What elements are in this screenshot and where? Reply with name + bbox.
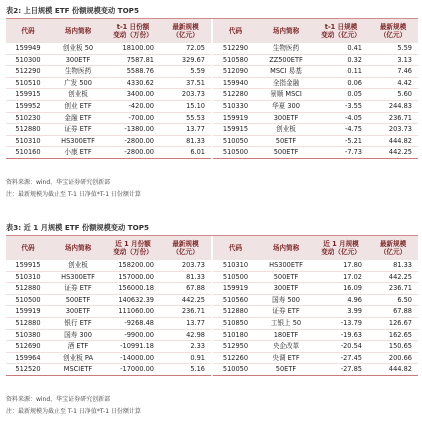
- table-row: [6, 294, 418, 306]
- table1-right-cell: 0.41: [314, 43, 368, 54]
- table1-right-cell: 5.60: [368, 89, 418, 101]
- table2-header-right-2: 近 1 月规模 变动（亿元）: [314, 236, 368, 260]
- table1-right-cell: -5.21: [314, 135, 368, 147]
- table1-header-left-1: 场内简称: [50, 19, 106, 43]
- table2-right-cell: 央企改革: [258, 341, 314, 353]
- table2-left-cell: 203.73: [160, 260, 212, 271]
- table1-right-cell: 华夏 300: [258, 100, 314, 112]
- table1-left-cell: -700.00: [106, 112, 160, 124]
- table1-left-cell: 创业板: [50, 89, 106, 101]
- table2-right-cell: 512880: [212, 306, 258, 318]
- table2-left-cell: 2.33: [160, 341, 212, 353]
- table-row: [6, 341, 418, 353]
- table1-right-cell: 442.25: [368, 147, 418, 159]
- table2-left-cell: 159964: [6, 352, 50, 364]
- table1-right-cell: 0.05: [314, 89, 368, 101]
- table1-right-cell: 景顺 MSCI: [258, 89, 314, 101]
- table2-right-cell: 81.33: [368, 260, 418, 271]
- table2-right-cell: 510180: [212, 329, 258, 341]
- table2-right-cell: -13.79: [314, 317, 368, 329]
- table1-left-cell: 5588.76: [106, 66, 160, 78]
- table2-header-left-0: 代码: [6, 236, 50, 260]
- table2-header-right-1: 场内简称: [258, 236, 314, 260]
- table2-left-cell: 13.77: [160, 317, 212, 329]
- table1-right-cell: 203.73: [368, 124, 418, 136]
- table1-left-cell: 金融 ETF: [50, 112, 106, 124]
- table1-left-cell: -2800.00: [106, 147, 160, 159]
- table1-header-left-3: 最新规模 （亿元）: [160, 19, 212, 43]
- table-row: [6, 89, 418, 101]
- table2-right-cell: 512950: [212, 341, 258, 353]
- table2-right-cell: 300ETF: [258, 283, 314, 295]
- table2-note: 注：最新规模为截止至 T-1 日净值*T-1 日份额计算: [6, 408, 141, 415]
- table2-right-cell: 4.96: [314, 294, 368, 306]
- table1-right-cell: 444.82: [368, 135, 418, 147]
- table2-left-cell: 510310: [6, 271, 50, 283]
- table2-right-cell: -20.54: [314, 341, 368, 353]
- table1-right-cell: 0.06: [314, 77, 368, 89]
- table1-right-cell: 510330: [212, 100, 258, 112]
- table2-left-cell: 酒 ETF: [50, 341, 106, 353]
- table2-left-cell: 67.88: [160, 283, 212, 295]
- table1-left-cell: 创业 ETF: [50, 100, 106, 112]
- table2-left-cell: -9268.48: [106, 317, 160, 329]
- table1-right-cell: 500ETF: [258, 147, 314, 159]
- table1-right-cell: 4.42: [368, 77, 418, 89]
- table1-right-cell: 512090: [212, 66, 258, 78]
- table2-right-cell: 510050: [212, 364, 258, 376]
- table1-right-cell: 50ETF: [258, 135, 314, 147]
- table2-right-cell: 6.50: [368, 294, 418, 306]
- table2-right-cell: 67.88: [368, 306, 418, 318]
- table1-left-cell: 7587.81: [106, 54, 160, 66]
- table1-right-cell: 300ETF: [258, 112, 314, 124]
- table1-right-cell: 全指金融: [258, 77, 314, 89]
- table2-left-cell: 512880: [6, 317, 50, 329]
- table1-left-cell: 510310: [6, 135, 50, 147]
- table1-right-cell: ZZ500ETF: [258, 54, 314, 66]
- table1-right-cell: 159940: [212, 77, 258, 89]
- table2-left-cell: -14000.00: [106, 352, 160, 364]
- table2-right-cell: 工银上 50: [258, 317, 314, 329]
- table-row: [6, 329, 418, 341]
- table1-left-cell: 512290: [6, 66, 50, 78]
- table1-left-cell: 证券 ETF: [50, 124, 106, 136]
- table2-right-cell: 国寿 500: [258, 294, 314, 306]
- table2-left-cell: 159919: [6, 306, 50, 318]
- table2-right-cell: 510500: [212, 271, 258, 283]
- table-row: [6, 260, 418, 271]
- table1-left-cell: 159915: [6, 89, 50, 101]
- table1-left-cell: 13.77: [160, 124, 212, 136]
- table2-title: 表3: 近 1 月规模 ETF 份额规模变动 TOP5: [6, 223, 149, 232]
- table2-right-cell: -27.45: [314, 352, 368, 364]
- table1-left-cell: 300ETF: [50, 54, 106, 66]
- table2-left-cell: MSCIETF: [50, 364, 106, 376]
- table1-left-cell: 203.73: [160, 89, 212, 101]
- table2-header-left-1: 场内简称: [50, 236, 106, 260]
- table2-header-left-3: 最新规模 （亿元）: [160, 236, 212, 260]
- table1-right-cell: MSCI 易基: [258, 66, 314, 78]
- table2-right-cell: 500ETF: [258, 271, 314, 283]
- table-row: [6, 100, 418, 112]
- table1-header-left-0: 代码: [6, 19, 50, 43]
- table2-right-cell: 510560: [212, 294, 258, 306]
- table1-right-cell: 0.11: [314, 66, 368, 78]
- table2-right-cell: 510850: [212, 317, 258, 329]
- table2-source: 资料来源：wind、华宝证券研究创新部: [6, 396, 111, 403]
- table2-left-cell: 81.33: [160, 271, 212, 283]
- table1-right-cell: 159915: [212, 124, 258, 136]
- table1-left-cell: HS300ETF: [50, 135, 106, 147]
- table2-right-cell: 3.99: [314, 306, 368, 318]
- table-row: [6, 364, 418, 376]
- table1-left-cell: 广发 500: [50, 77, 106, 89]
- table1-left-cell: 3400.00: [106, 89, 160, 101]
- table1-right-cell: 5.59: [368, 43, 418, 54]
- table2-left-cell: 42.98: [160, 329, 212, 341]
- table1-right-cell: 510050: [212, 135, 258, 147]
- table1-left-cell: -2800.00: [106, 135, 160, 147]
- table1-left-cell: 329.67: [160, 54, 212, 66]
- table2-left-cell: 512520: [6, 364, 50, 376]
- table2-right-cell: -27.85: [314, 364, 368, 376]
- table2-left-cell: 创业板: [50, 260, 106, 271]
- table1-right-cell: -7.73: [314, 147, 368, 159]
- table2-right-cell: 236.71: [368, 283, 418, 295]
- table-row: [6, 352, 418, 364]
- table1-right-cell: 236.71: [368, 112, 418, 124]
- table2-right-cell: 17.80: [314, 260, 368, 271]
- table2-right-cell: 180ETF: [258, 329, 314, 341]
- table-row: [6, 283, 418, 295]
- table2-left-cell: 300ETF: [50, 306, 106, 318]
- table1-left-cell: 510300: [6, 54, 50, 66]
- table1-right-cell: 0.32: [314, 54, 368, 66]
- table2-left-cell: 510500: [6, 294, 50, 306]
- table1-left-cell: 510160: [6, 147, 50, 159]
- table2-left-cell: 银行 ETF: [50, 317, 106, 329]
- table1-header-left-2: t-1 日份额 变动（万份）: [106, 19, 160, 43]
- table1-left-cell: 159952: [6, 100, 50, 112]
- table-row: [6, 66, 418, 78]
- table1-left-cell: -420.00: [106, 100, 160, 112]
- table2-left-cell: 157000.00: [106, 271, 160, 283]
- table2-header-right-3: 最新规模 （亿元）: [368, 236, 418, 260]
- table1-left-cell: 72.05: [160, 43, 212, 54]
- table2-right-cell: 200.66: [368, 352, 418, 364]
- table1-left-cell: 6.01: [160, 147, 212, 159]
- table2-right-cell: 16.09: [314, 283, 368, 295]
- table-row: [6, 147, 418, 159]
- table2-left-cell: 创业板 PA: [50, 352, 106, 364]
- table2-left-cell: 140632.39: [106, 294, 160, 306]
- table1-right-cell: 512280: [212, 89, 258, 101]
- table2-left-cell: 510380: [6, 329, 50, 341]
- table-row: [6, 124, 418, 136]
- table1-left-cell: 15.10: [160, 100, 212, 112]
- table1-left-cell: 小康 ETF: [50, 147, 106, 159]
- table2-left-cell: 156000.18: [106, 283, 160, 295]
- table2-right-cell: 512260: [212, 352, 258, 364]
- table1-header-right-0: 代码: [212, 19, 258, 43]
- table2-left-cell: 159915: [6, 260, 50, 271]
- table2-left-cell: 500ETF: [50, 294, 106, 306]
- table1-right-cell: -3.55: [314, 100, 368, 112]
- table2-left-cell: 512690: [6, 341, 50, 353]
- table1-left-cell: 512880: [6, 124, 50, 136]
- table2-left-cell: 111060.00: [106, 306, 160, 318]
- table-row: [6, 135, 418, 147]
- table1-header-right-3: 最新规模 （亿元）: [368, 19, 418, 43]
- table1-left-cell: 生物医药: [50, 66, 106, 78]
- table2-right-cell: 17.02: [314, 271, 368, 283]
- table2-header-left-2: 近 1 月份额 变动（万份）: [106, 236, 160, 260]
- table1-right-cell: 7.46: [368, 66, 418, 78]
- table1-left-cell: 159949: [6, 43, 50, 54]
- table2-right-cell: 150.65: [368, 341, 418, 353]
- table1-left-cell: 81.33: [160, 135, 212, 147]
- table2-left-cell: 442.25: [160, 294, 212, 306]
- table1-left-cell: 5.59: [160, 66, 212, 78]
- table1-title: 表2: 上日规模 ETF 份额规模变动 TOP5: [6, 6, 139, 15]
- table2-right-cell: 50ETF: [258, 364, 314, 376]
- table1-left-cell: 510510: [6, 77, 50, 89]
- table-row: [6, 54, 418, 66]
- table1-right-cell: 创业板: [258, 124, 314, 136]
- table1-right-cell: 3.13: [368, 54, 418, 66]
- table1-left-cell: 37.51: [160, 77, 212, 89]
- table1-header-right-2: t-1 日规模 变动（亿元）: [314, 19, 368, 43]
- table1-right-cell: 生物医药: [258, 43, 314, 54]
- table1-left-cell: 4330.62: [106, 77, 160, 89]
- table1-header-right-1: 场内简称: [258, 19, 314, 43]
- table-row: [6, 77, 418, 89]
- table1-right-cell: 510500: [212, 147, 258, 159]
- table1-left-cell: -1380.00: [106, 124, 160, 136]
- table2-right-cell: 444.82: [368, 364, 418, 376]
- table2-right-cell: 510310: [212, 260, 258, 271]
- table-row: [6, 271, 418, 283]
- table1-left-cell: 18100.00: [106, 43, 160, 54]
- table1: [6, 19, 418, 159]
- table1-left-cell: 创业板 50: [50, 43, 106, 54]
- table2-left-cell: 证券 ETF: [50, 283, 106, 295]
- table2-header-right-0: 代码: [212, 236, 258, 260]
- table2-left-cell: -9900.00: [106, 329, 160, 341]
- table2-right-cell: 证券 ETF: [258, 306, 314, 318]
- table2-left-cell: 0.91: [160, 352, 212, 364]
- table2-left-cell: HS300ETF: [50, 271, 106, 283]
- table-row: [6, 317, 418, 329]
- table1-right-cell: 510580: [212, 54, 258, 66]
- table2-right-cell: -19.63: [314, 329, 368, 341]
- table2-right-cell: 126.67: [368, 317, 418, 329]
- table1-right-cell: -4.75: [314, 124, 368, 136]
- table1-left-cell: 55.53: [160, 112, 212, 124]
- table1-right-cell: -4.05: [314, 112, 368, 124]
- table-row: [6, 112, 418, 124]
- table2-right-cell: 442.25: [368, 271, 418, 283]
- table2-right-cell: 159919: [212, 283, 258, 295]
- table2-right-cell: 央调 ETF: [258, 352, 314, 364]
- table2-left-cell: -17000.00: [106, 364, 160, 376]
- table2-left-cell: 236.71: [160, 306, 212, 318]
- table2-left-cell: 512880: [6, 283, 50, 295]
- table2-right-cell: HS300ETF: [258, 260, 314, 271]
- table1-left-cell: 510230: [6, 112, 50, 124]
- table2-left-cell: 5.16: [160, 364, 212, 376]
- table2-left-cell: 国寿 300: [50, 329, 106, 341]
- table1-note: 注：最新规模为截止至 T-1 日净值*T-1 日份额计算: [6, 191, 141, 198]
- table1-right-cell: 244.83: [368, 100, 418, 112]
- table1-right-cell: 512290: [212, 43, 258, 54]
- table-row: [6, 43, 418, 54]
- table2: [6, 236, 418, 376]
- table1-right-cell: 159919: [212, 112, 258, 124]
- table2-left-cell: 158200.00: [106, 260, 160, 271]
- table2-left-cell: -10991.18: [106, 341, 160, 353]
- table1-source: 资料来源：wind、华宝证券研究创新部: [6, 179, 111, 186]
- table-row: [6, 306, 418, 318]
- table2-right-cell: 162.65: [368, 329, 418, 341]
